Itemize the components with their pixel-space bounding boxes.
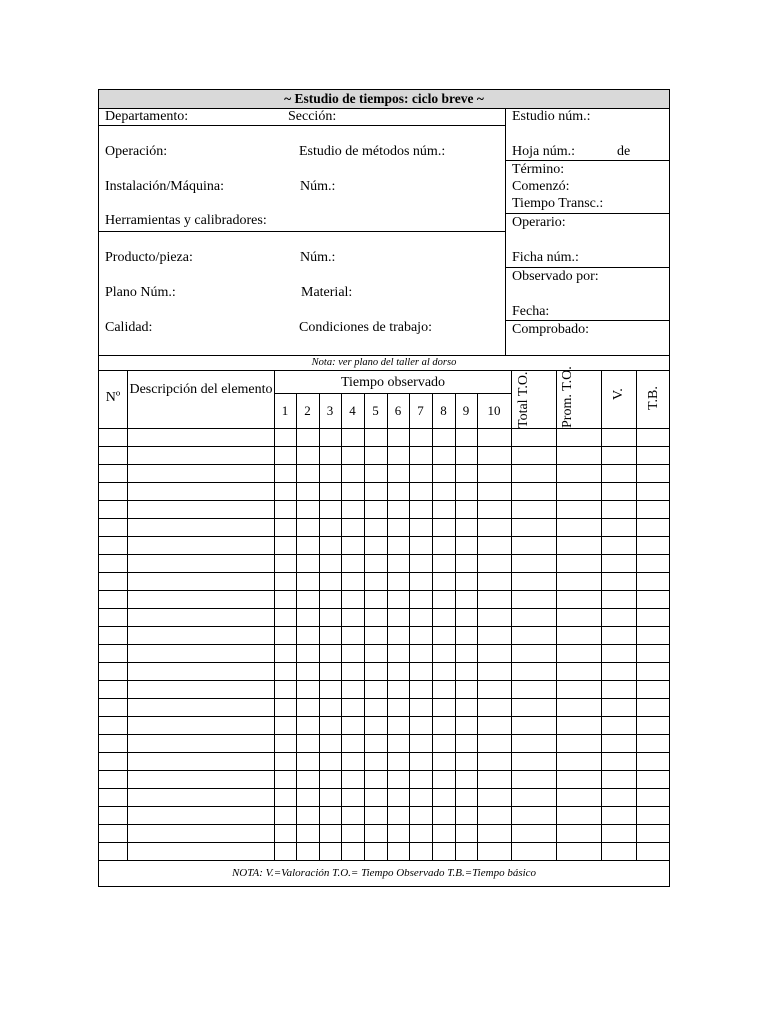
col-tb-header: T.B. bbox=[646, 386, 661, 410]
col-v-header: V. bbox=[611, 388, 626, 400]
cycle-number: 1 bbox=[281, 403, 289, 418]
calidad-label: Calidad: bbox=[105, 320, 153, 335]
cycle-number: 6 bbox=[394, 403, 402, 418]
departamento-label: Departamento: bbox=[105, 109, 189, 124]
herramientas-label: Herramientas y calibradores: bbox=[105, 213, 267, 228]
num-label: Núm.: bbox=[300, 250, 336, 265]
ficha-num-label: Ficha núm.: bbox=[512, 250, 579, 265]
col-prom-header: Prom. T.O. bbox=[560, 366, 575, 428]
operario-label: Operario: bbox=[512, 215, 566, 230]
divider bbox=[505, 160, 669, 161]
table-grid bbox=[99, 366, 671, 862]
plano-num-label: Plano Núm.: bbox=[105, 285, 176, 300]
fecha-label: Fecha: bbox=[512, 304, 550, 319]
num-label: Núm.: bbox=[300, 179, 336, 194]
cycle-number: 10 bbox=[487, 403, 501, 418]
footer-note: NOTA: V.=Valoración T.O.= Tiempo Observado T.B.=Tiempo básico bbox=[231, 867, 537, 879]
header-column-divider bbox=[505, 108, 506, 355]
material-label: Material: bbox=[301, 285, 353, 300]
cycle-number: 7 bbox=[417, 403, 424, 418]
observado-por-label: Observado por: bbox=[512, 269, 599, 284]
instalacion-label: Instalación/Máquina: bbox=[105, 179, 224, 194]
cycle-number: 9 bbox=[462, 403, 470, 418]
col-desc-header: Descripción del elemento bbox=[129, 382, 273, 397]
divider bbox=[505, 213, 669, 214]
comprobado-label: Comprobado: bbox=[512, 322, 589, 337]
col-num-header: Nº bbox=[105, 390, 121, 405]
operacion-label: Operación: bbox=[105, 144, 168, 159]
hoja-num-label: Hoja núm.: bbox=[512, 144, 575, 159]
form-title: ~ Estudio de tiempos: ciclo breve ~ bbox=[99, 90, 669, 109]
cycle-number: 4 bbox=[349, 403, 356, 418]
col-total-header: Total T.O. bbox=[516, 371, 531, 428]
time-study-form bbox=[98, 89, 670, 887]
tiempo-transc-label: Tiempo Transc.: bbox=[512, 196, 604, 211]
divider bbox=[505, 320, 669, 321]
hoja-de-label: de bbox=[617, 144, 631, 159]
estudio-num-label: Estudio núm.: bbox=[512, 109, 591, 124]
condiciones-label: Condiciones de trabajo: bbox=[299, 320, 432, 335]
seccion-label: Sección: bbox=[288, 109, 337, 124]
termino-label: Término: bbox=[512, 162, 565, 177]
cycle-number: 8 bbox=[440, 403, 447, 418]
estudio-metodos-label: Estudio de métodos núm.: bbox=[299, 144, 446, 159]
cycle-number: 2 bbox=[304, 403, 311, 418]
time-observation-table bbox=[99, 428, 669, 860]
col-tiempo-header: Tiempo observado bbox=[340, 375, 446, 390]
cycle-number: 5 bbox=[372, 403, 379, 418]
producto-label: Producto/pieza: bbox=[105, 250, 193, 265]
divider bbox=[99, 355, 669, 356]
divider bbox=[99, 231, 505, 232]
nota-plano: Nota: ver plano del taller al dorso bbox=[311, 357, 457, 368]
divider bbox=[99, 125, 505, 126]
cycle-number: 3 bbox=[326, 403, 334, 418]
divider bbox=[505, 267, 669, 268]
comenzo-label: Comenzó: bbox=[512, 179, 570, 194]
